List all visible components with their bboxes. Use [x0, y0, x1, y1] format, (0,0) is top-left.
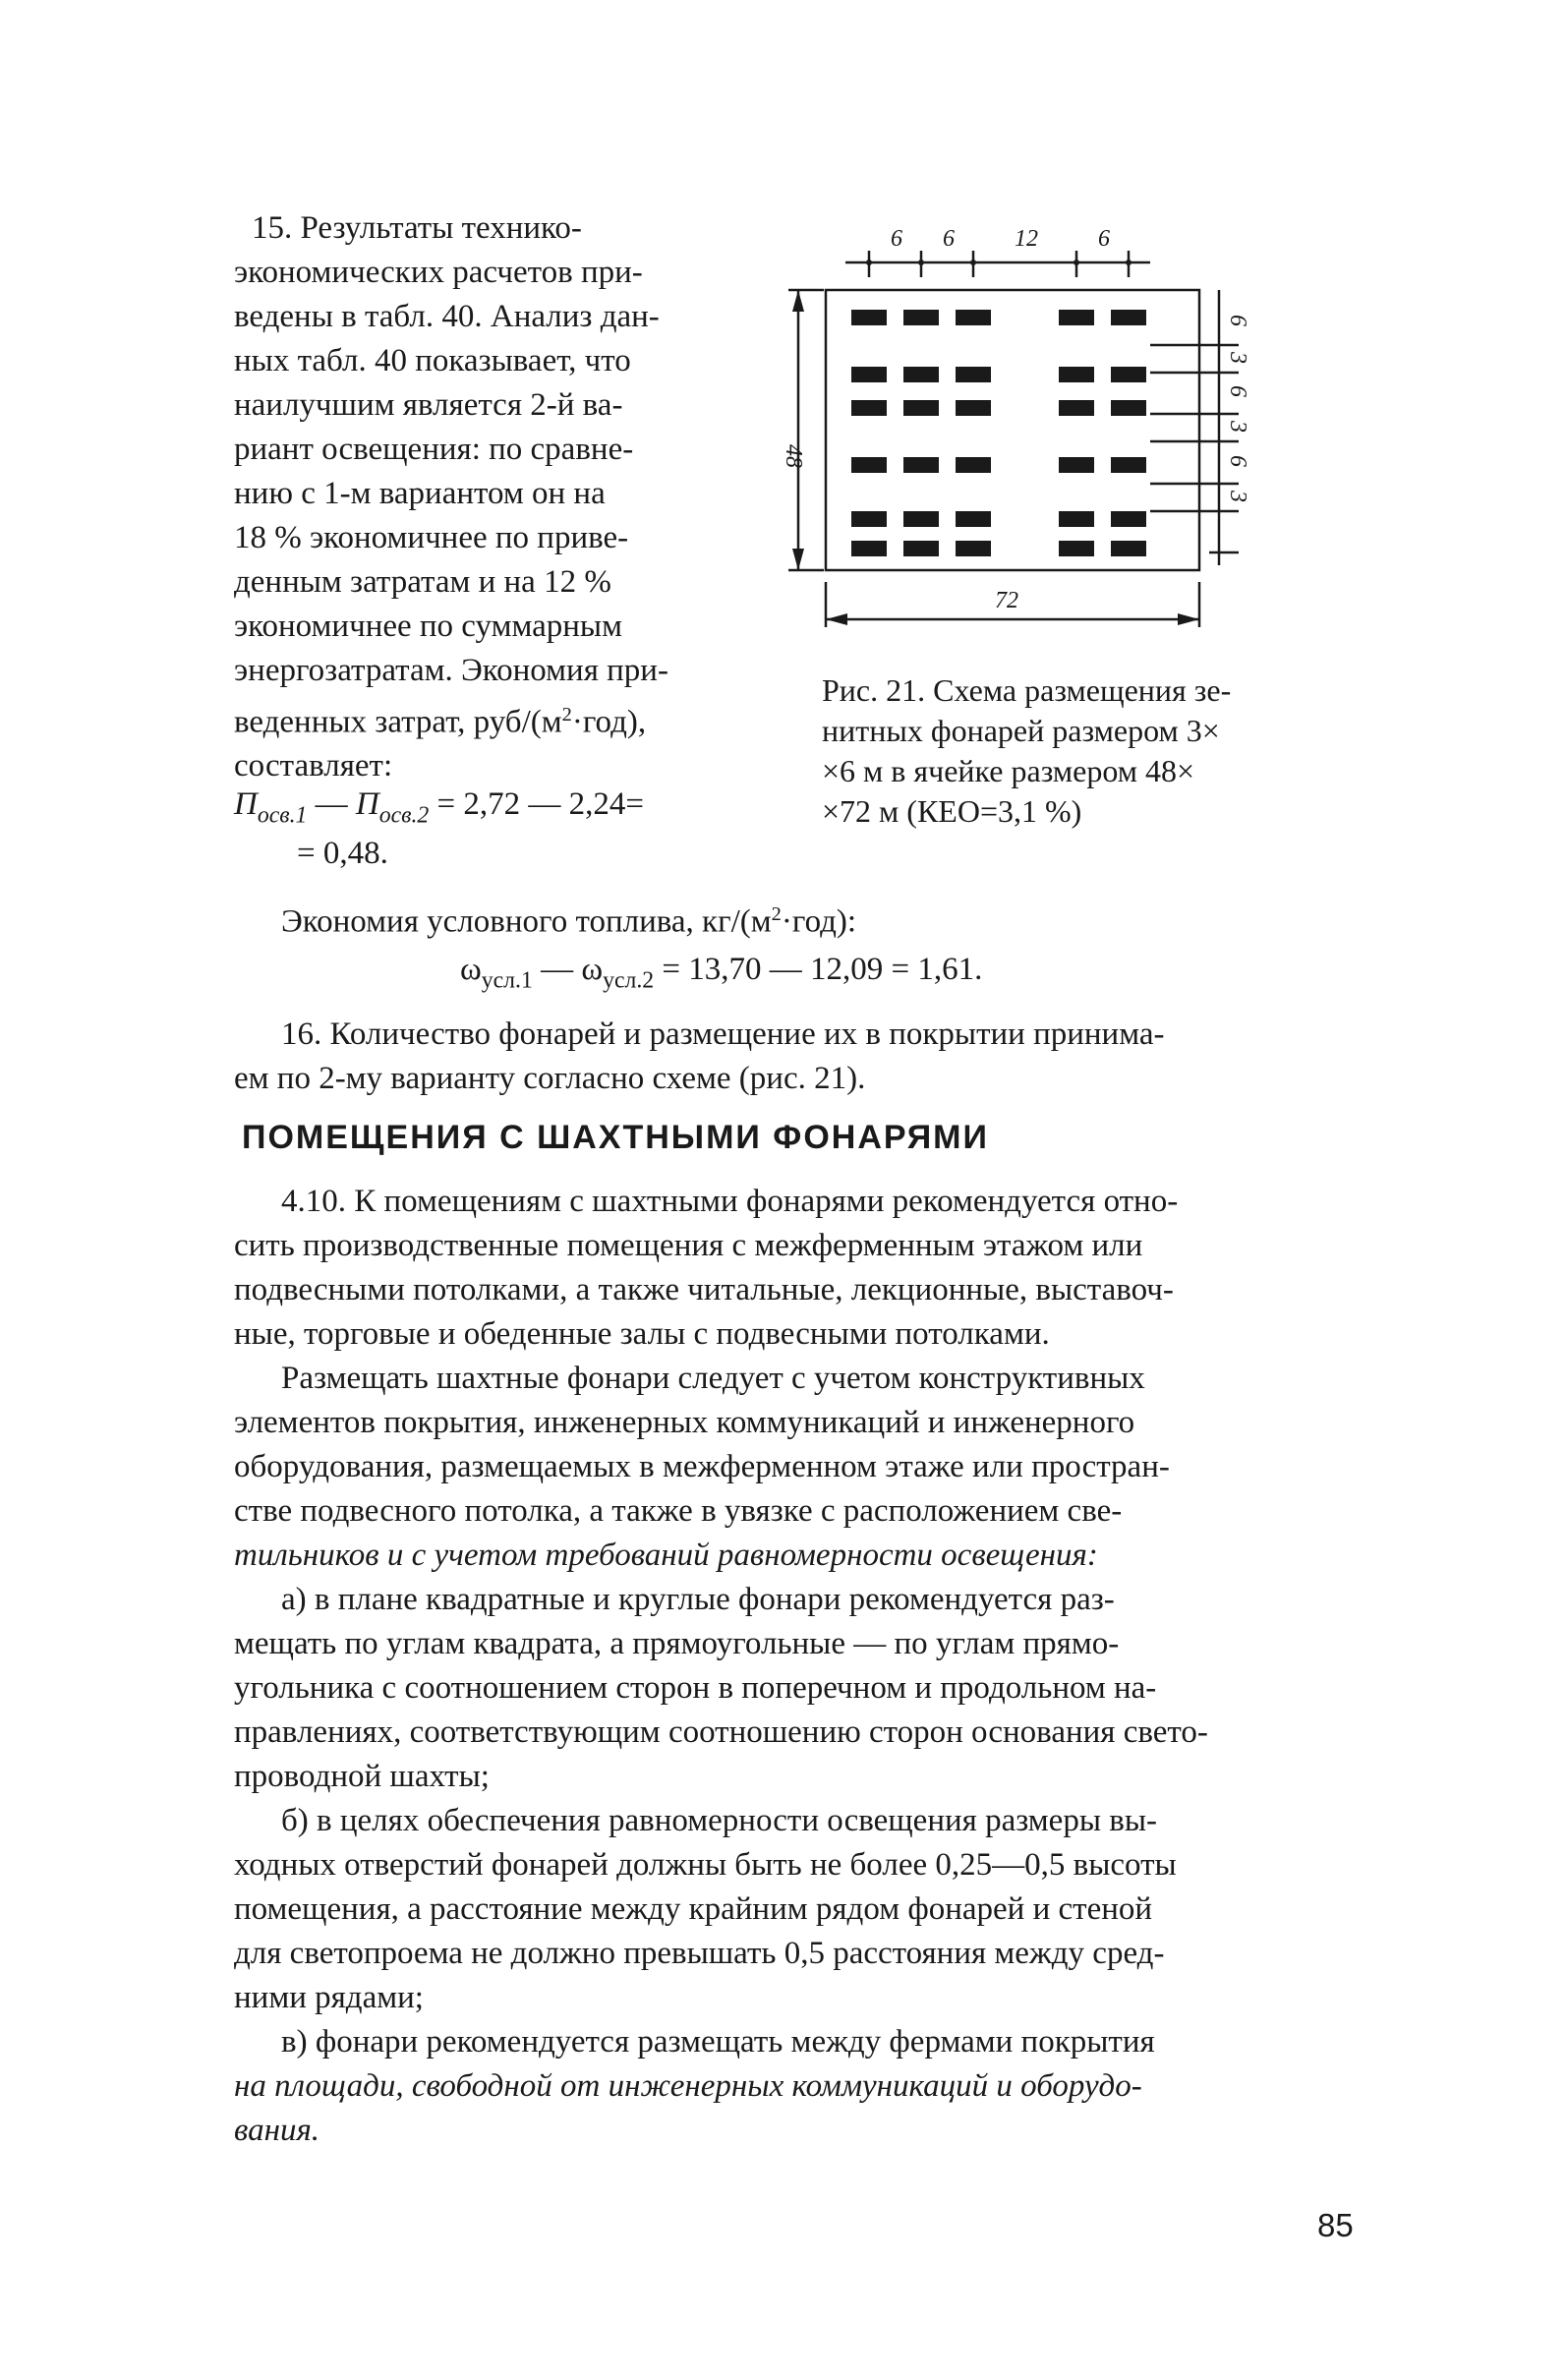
equation-rest: = 13,70 — 12,09 = 1,61.	[654, 952, 983, 987]
paragraph-line: 4.10. К помещениям с шахтными фонарями рекомендуется отно-	[281, 1184, 1179, 1219]
bay-outline	[826, 290, 1199, 570]
fuel-economy-line	[281, 893, 856, 944]
tick-dot	[918, 260, 924, 265]
right-dimension-label: 3	[1225, 421, 1250, 433]
right-dimension-label: 3	[1225, 491, 1250, 502]
page-number: 85	[1317, 2207, 1354, 2243]
skylight	[956, 367, 991, 382]
skylight	[1059, 310, 1094, 325]
item-15-paragraph	[234, 206, 775, 788]
item-15-line: денным затратам и на 12 %	[234, 564, 611, 600]
paragraph-line: стве подвесного потолка, а также в увязке с расположением све-	[234, 1493, 1123, 1529]
fuel-units-tail: ·год):	[781, 903, 857, 940]
paragraph-line: элементов покрытия, инженерных коммуникаций и инженерного	[234, 1405, 1135, 1440]
paragraph-line: помещения, а расстояние между крайним рядом фонарей и стеной	[234, 1891, 1153, 1927]
variable-p2: П	[355, 786, 379, 822]
bottom-dimension-label: 72	[995, 588, 1018, 613]
item-15-line: ведены в табл. 40. Анализ дан-	[234, 299, 660, 334]
section-heading: ПОМЕЩЕНИЯ С ШАХТНЫМИ ФОНАРЯМИ	[242, 1119, 989, 1156]
paragraph-line: мещать по углам квадрата, а прямоугольные — по углам прямо-	[234, 1626, 1120, 1661]
skylight	[851, 457, 887, 473]
caption-line: нитных фонарей размером 3×	[822, 713, 1220, 748]
item-15-line: 15. Результаты технико-	[252, 210, 582, 246]
arrow-left-icon	[826, 613, 847, 625]
skylight	[1111, 541, 1146, 556]
paragraph-line: оборудования, размещаемых в межферменном этаже или простран-	[234, 1449, 1170, 1484]
skylight	[903, 541, 939, 556]
skylight	[851, 400, 887, 416]
cost-difference-result: = 0,48.	[297, 836, 388, 871]
tick-dot	[970, 260, 976, 265]
item-15-line: составляет:	[234, 748, 393, 784]
skylight	[956, 457, 991, 473]
paragraph-line: вания.	[234, 2113, 320, 2148]
paragraph-line: угольника с соотношением сторон в поперечном и продольном на-	[234, 1670, 1157, 1706]
skylight	[903, 367, 939, 382]
right-dimension-label: 6	[1225, 385, 1250, 397]
paragraph-line: в) фонари рекомендуется размещать между фермами покрытия	[281, 2024, 1155, 2060]
item-15-line: энергозатратам. Экономия при-	[234, 653, 668, 688]
variable-w1: ω	[460, 952, 482, 987]
skylight	[851, 541, 887, 556]
skylight-layout-diagram	[757, 216, 1347, 659]
tick-dot	[866, 260, 872, 265]
variable-p1-subscript: осв.1	[257, 802, 308, 829]
item-16-paragraph	[234, 1013, 1363, 1101]
paragraph-4-10	[234, 1180, 1363, 1357]
top-dimension-label: 12	[1015, 226, 1038, 252]
figure-caption	[822, 670, 1372, 832]
item-15-line: риант освещения: по сравне-	[234, 432, 634, 467]
paragraph-line: сить производственные помещения с межферменным этажом или	[234, 1228, 1143, 1263]
skylight	[903, 400, 939, 416]
skylight	[956, 310, 991, 325]
fuel-units-text: Экономия условного топлива, кг/(м	[281, 903, 772, 940]
skylight	[1111, 511, 1146, 527]
caption-line: ×6 м в ячейке размером 48×	[822, 753, 1195, 788]
variable-w2-subscript: усл.2	[603, 967, 655, 994]
item-16-line: 16. Количество фонарей и размещение их в покрытии принима-	[281, 1016, 1165, 1052]
paragraph-line: для светопроема не должно превышать 0,5 расстояния между сред-	[234, 1936, 1165, 1971]
skylight	[903, 457, 939, 473]
skylight	[851, 511, 887, 527]
paragraph-line: подвесными потолками, а также читальные, лекционные, выставоч-	[234, 1272, 1174, 1307]
item-15-line	[234, 693, 775, 744]
item-15-line: экономических расчетов при-	[234, 255, 643, 290]
placement-paragraph	[234, 1357, 1363, 1578]
paragraph-line: ходных отверстий фонарей должны быть не более 0,25—0,5 высоты	[234, 1847, 1177, 1883]
squared-superscript: 2	[771, 903, 782, 925]
cost-units-text: веденных затрат, руб/(м	[234, 704, 562, 740]
skylight	[1059, 457, 1094, 473]
skylight	[1059, 541, 1094, 556]
item-15-line: нию с 1-м вариантом он на	[234, 476, 606, 511]
minus-sign: —	[532, 952, 582, 987]
right-dimension-label: 6	[1225, 315, 1250, 326]
squared-superscript: 2	[561, 704, 572, 726]
variable-p1: П	[234, 786, 258, 822]
paragraph-line: а) в плане квадратные и круглые фонари рекомендуется раз-	[281, 1582, 1115, 1617]
fuel-difference-equation	[460, 952, 982, 994]
paragraph-line: Размещать шахтные фонари следует с учетом конструктивных	[281, 1361, 1145, 1396]
paragraph-line: б) в целях обеспечения равномерности освещения размеры вы-	[281, 1803, 1157, 1838]
tick-dot	[1074, 260, 1079, 265]
caption-line: ×72 м (КЕО=3,1 %)	[822, 793, 1082, 829]
skylight	[851, 310, 887, 325]
skylight	[903, 511, 939, 527]
tick-dot	[1126, 260, 1132, 265]
cost-difference-equation	[234, 786, 644, 829]
skylight	[1111, 367, 1146, 382]
item-15-line: ных табл. 40 показывает, что	[234, 343, 631, 378]
item-15-line: наилучшим является 2-й ва-	[234, 387, 623, 423]
paragraph-line: ные, торговые и обеденные залы с подвесными потолками.	[234, 1316, 1050, 1352]
skylight	[1059, 511, 1094, 527]
top-dimension-label: 6	[891, 226, 902, 252]
item-15-line: 18 % экономичнее по приве-	[234, 520, 629, 555]
paragraph-line: проводной шахты;	[234, 1759, 490, 1794]
skylight	[903, 310, 939, 325]
item-c-paragraph	[234, 2020, 1363, 2153]
right-dimension-label: 6	[1225, 455, 1250, 467]
caption-line: Рис. 21. Схема размещения зе-	[822, 672, 1232, 708]
skylight	[956, 400, 991, 416]
top-dimension-label: 6	[943, 226, 955, 252]
skylight	[956, 541, 991, 556]
skylight	[1059, 367, 1094, 382]
skylight	[1059, 400, 1094, 416]
variable-p2-subscript: осв.2	[378, 802, 430, 829]
arrow-top-icon	[792, 290, 804, 312]
minus-sign: —	[307, 786, 356, 822]
equation-rest: = 2,72 — 2,24=	[429, 786, 645, 822]
right-dimension-label: 3	[1225, 352, 1250, 364]
variable-w1-subscript: усл.1	[481, 967, 533, 994]
paragraph-line: на площади, свободной от инженерных коммуникаций и оборудо-	[234, 2068, 1142, 2104]
top-dimension-label: 6	[1098, 226, 1110, 252]
skylight	[1111, 310, 1146, 325]
left-dimension-label: 48	[781, 444, 806, 468]
arrow-bottom-icon	[792, 549, 804, 570]
skylight	[956, 511, 991, 527]
skylight	[851, 367, 887, 382]
item-b-paragraph	[234, 1799, 1363, 2020]
item-16-line: ем по 2-му варианту согласно схеме (рис. 21).	[234, 1061, 866, 1096]
cost-units-tail: ·год),	[571, 704, 647, 740]
variable-w2: ω	[581, 952, 604, 987]
paragraph-line: правлениях, соответствующим соотношению сторон основания свето-	[234, 1714, 1208, 1750]
skylight	[1111, 457, 1146, 473]
paragraph-line: ними рядами;	[234, 1980, 424, 2015]
item-a-paragraph	[234, 1578, 1363, 1799]
paragraph-line: тильников и с учетом требований равномерности освещения:	[234, 1538, 1098, 1573]
arrow-right-icon	[1178, 613, 1199, 625]
item-15-line: экономичнее по суммарным	[234, 609, 622, 644]
skylight	[1111, 400, 1146, 416]
